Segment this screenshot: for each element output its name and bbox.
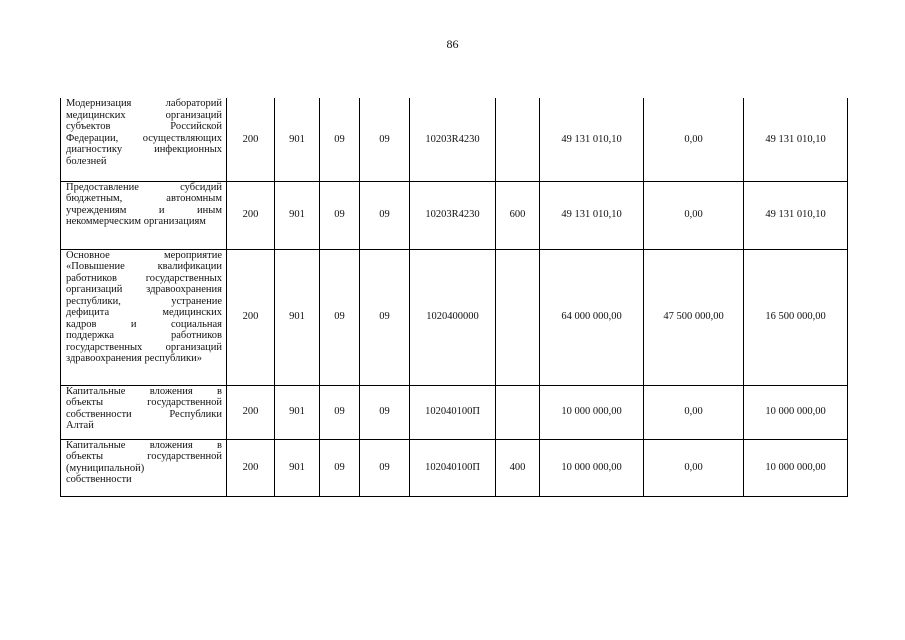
description-line: некоммерческим организациям xyxy=(66,216,206,227)
code-ved-cell: 200 xyxy=(227,385,275,439)
amount-federal-cell: 0,00 xyxy=(644,181,744,249)
description-line: работников государственных xyxy=(66,272,222,284)
code-rz-cell: 09 xyxy=(320,249,360,385)
code-csr-cell: 10203R4230 xyxy=(410,181,496,249)
code-ved-cell: 200 xyxy=(227,249,275,385)
description-line: собственности Республики xyxy=(66,408,222,420)
description-cell xyxy=(61,249,227,385)
description-line: учреждениям и иным xyxy=(66,204,222,216)
description-line: Капитальные вложения в xyxy=(66,385,222,397)
description-line: организаций здравоохранения xyxy=(66,284,222,295)
description-line: поддержка работников xyxy=(66,330,222,341)
code-pr-cell: 09 xyxy=(360,439,410,496)
table-row xyxy=(61,249,848,385)
description-line: Основное мероприятие xyxy=(66,249,222,261)
code-rz-cell: 09 xyxy=(320,98,360,181)
description-line: собственности xyxy=(66,474,132,485)
amount-federal-cell: 0,00 xyxy=(644,439,744,496)
code-gr-cell: 901 xyxy=(275,249,320,385)
description-cell xyxy=(61,98,227,181)
code-csr-cell: 1020400000 xyxy=(410,249,496,385)
code-vr-cell xyxy=(496,385,540,439)
description-line: бюджетным, автономным xyxy=(66,193,222,204)
code-gr-cell: 901 xyxy=(275,181,320,249)
description-line: Алтай xyxy=(66,420,94,431)
amount-regional-cell: 49 131 010,10 xyxy=(744,181,848,249)
description-line: объекты государственной xyxy=(66,397,222,408)
description-line: Предоставление субсидий xyxy=(66,181,222,193)
table-row xyxy=(61,181,848,249)
code-pr-cell: 09 xyxy=(360,181,410,249)
code-vr-cell: 400 xyxy=(496,439,540,496)
code-rz-cell: 09 xyxy=(320,439,360,496)
description-line: объекты государственной xyxy=(66,451,222,462)
code-pr-cell: 09 xyxy=(360,249,410,385)
code-gr-cell: 901 xyxy=(275,98,320,181)
description-cell xyxy=(61,439,227,496)
code-rz-cell: 09 xyxy=(320,385,360,439)
description-line: Модернизация лабораторий xyxy=(66,98,222,109)
table-row xyxy=(61,98,848,181)
code-pr-cell: 09 xyxy=(360,98,410,181)
description-line: кадров и социальная xyxy=(66,318,222,330)
amount-total-cell: 64 000 000,00 xyxy=(540,249,644,385)
code-pr-cell: 09 xyxy=(360,385,410,439)
code-ved-cell: 200 xyxy=(227,181,275,249)
description-line: «Повышение квалификации xyxy=(66,261,222,272)
code-ved-cell: 200 xyxy=(227,439,275,496)
description-line: здравоохранения республики» xyxy=(66,353,202,364)
amount-total-cell: 10 000 000,00 xyxy=(540,385,644,439)
amount-total-cell: 49 131 010,10 xyxy=(540,181,644,249)
description-line: (муниципальной) xyxy=(66,462,145,474)
code-gr-cell: 901 xyxy=(275,385,320,439)
table-row xyxy=(61,385,848,439)
budget-table xyxy=(60,98,848,497)
amount-regional-cell: 10 000 000,00 xyxy=(744,439,848,496)
code-ved-cell: 200 xyxy=(227,98,275,181)
amount-total-cell: 49 131 010,10 xyxy=(540,98,644,181)
amount-regional-cell: 16 500 000,00 xyxy=(744,249,848,385)
code-gr-cell: 901 xyxy=(275,439,320,496)
amount-federal-cell: 47 500 000,00 xyxy=(644,249,744,385)
amount-regional-cell: 49 131 010,10 xyxy=(744,98,848,181)
description-line: государственных организаций xyxy=(66,341,222,353)
description-cell xyxy=(61,385,227,439)
code-vr-cell: 600 xyxy=(496,181,540,249)
description-line: болезней xyxy=(66,155,107,167)
amount-federal-cell: 0,00 xyxy=(644,385,744,439)
page-number: 86 xyxy=(446,37,459,51)
code-vr-cell xyxy=(496,98,540,181)
code-vr-cell xyxy=(496,249,540,385)
description-line: Капитальные вложения в xyxy=(66,439,222,451)
amount-regional-cell: 10 000 000,00 xyxy=(744,385,848,439)
description-line: диагностику инфекционных xyxy=(66,144,222,155)
description-line: медицинских организаций xyxy=(66,109,222,121)
code-rz-cell: 09 xyxy=(320,181,360,249)
code-csr-cell: 102040100П xyxy=(410,385,496,439)
description-line: дефицита медицинских xyxy=(66,307,222,318)
description-cell xyxy=(61,181,227,249)
code-csr-cell: 10203R4230 xyxy=(410,98,496,181)
code-csr-cell: 102040100П xyxy=(410,439,496,496)
description-line: субъектов Российской xyxy=(66,121,222,132)
description-line: республики, устранение xyxy=(66,295,222,307)
amount-total-cell: 10 000 000,00 xyxy=(540,439,644,496)
table-row xyxy=(61,439,848,496)
description-line: Федерации, осуществляющих xyxy=(66,132,222,144)
amount-federal-cell: 0,00 xyxy=(644,98,744,181)
